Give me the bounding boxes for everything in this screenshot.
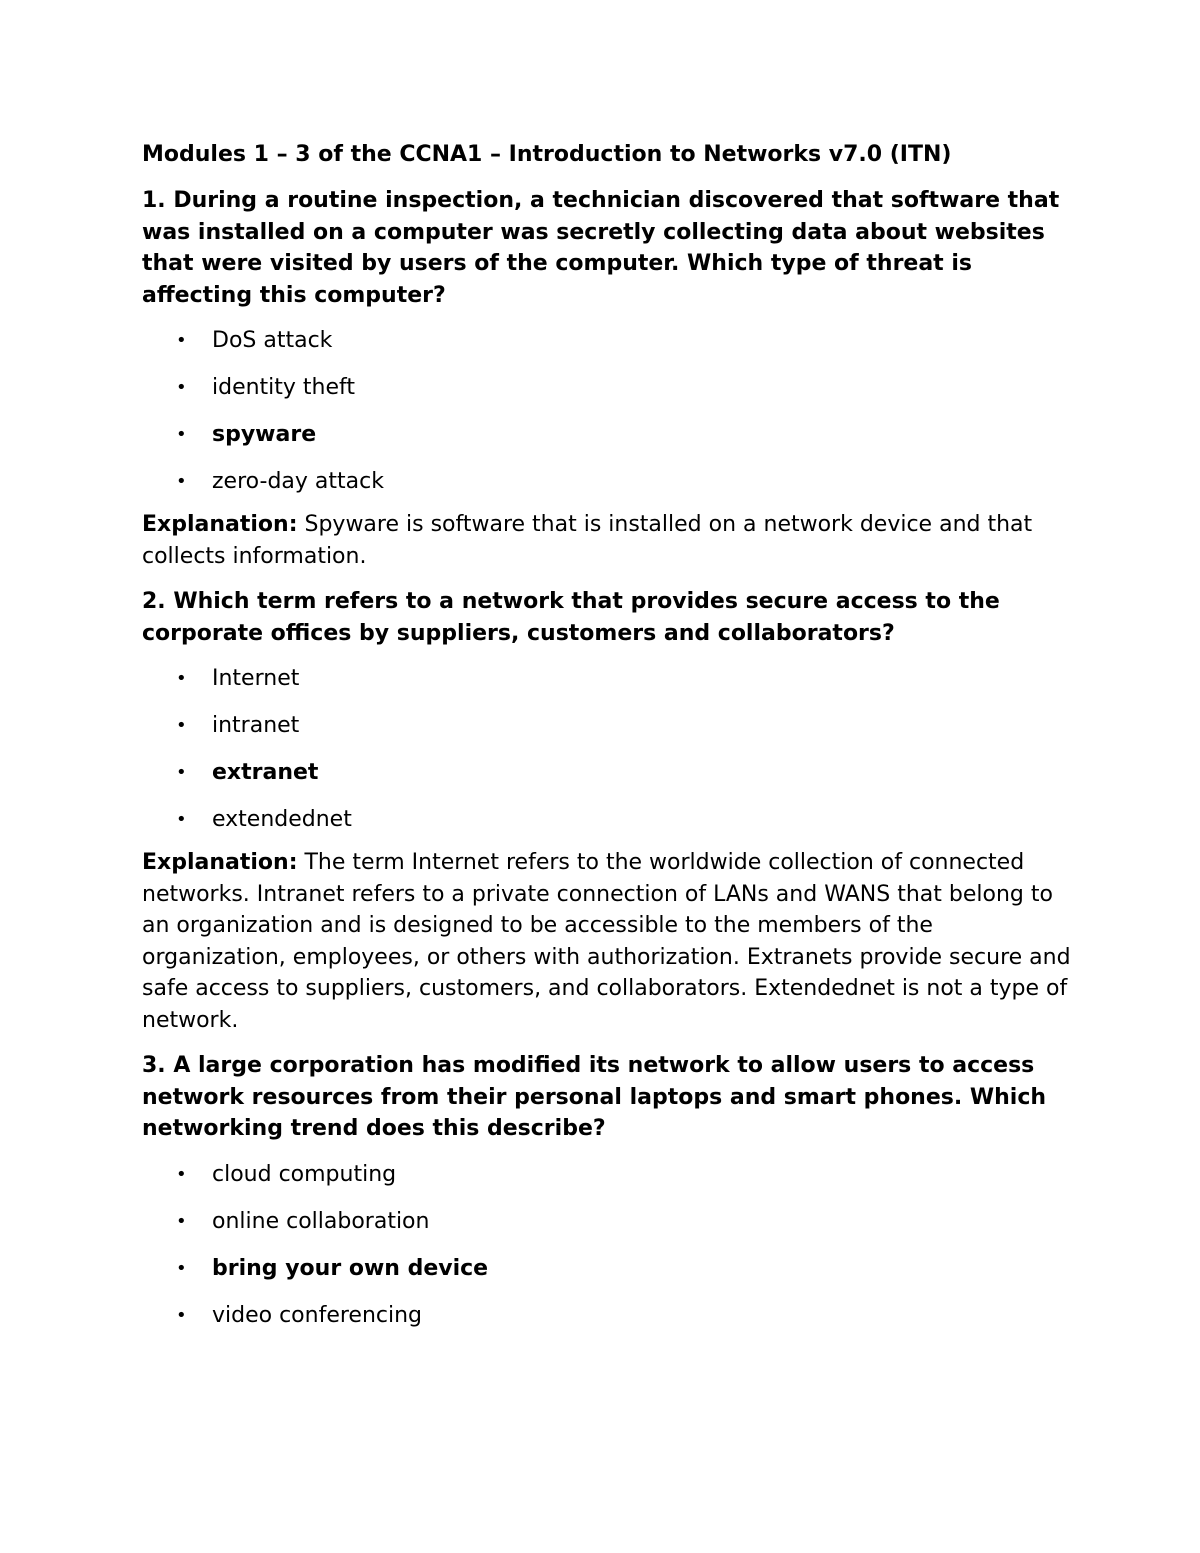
answer-option-correct <box>142 1253 1072 1285</box>
bullet-icon: • <box>176 715 187 736</box>
bullet-icon: • <box>176 762 187 783</box>
answer-option-correct <box>142 757 1072 789</box>
answer-option <box>142 372 1072 404</box>
document-page <box>142 139 1072 1347</box>
bullet-icon: • <box>176 377 187 398</box>
answer-option-text: bring your own device <box>212 1255 489 1281</box>
bullet-icon: • <box>176 1257 187 1279</box>
explanation-text: The term Internet refers to the worldwide collection of connected networks. Intranet refers to a private connection of LANs and WANS that belong to an organization and is designed to be accessible to the members of the organization, employees, or others with authorization. Extranets provide secure and safe access to suppliers, customers, and collaborators. Extendednet is not a type of network. <box>142 850 1071 1033</box>
bullet-icon: • <box>176 471 187 492</box>
bullet-icon: • <box>176 809 187 830</box>
explanation-label: Explanation: <box>142 512 298 537</box>
answer-option <box>142 710 1072 742</box>
explanation-text: Spyware is software that is installed on a network device and that collects information. <box>142 512 1033 569</box>
answer-option-text: online collaboration <box>212 1208 430 1234</box>
explanation-label: Explanation: <box>142 850 298 875</box>
answer-option-correct <box>142 419 1072 451</box>
answer-option <box>142 325 1072 357</box>
answer-option-text: intranet <box>212 713 300 738</box>
answer-option-text: DoS attack <box>212 328 333 353</box>
answer-option <box>142 1206 1072 1238</box>
answer-option-text: extranet <box>212 760 319 785</box>
question-3 <box>142 1050 1072 1332</box>
bullet-icon: • <box>176 424 187 445</box>
answer-option-text: extendednet <box>212 807 352 832</box>
answer-options <box>142 1159 1072 1332</box>
bullet-icon: • <box>176 1304 187 1326</box>
bullet-icon: • <box>176 1163 187 1185</box>
explanation <box>142 847 1072 1036</box>
answer-option-text: zero-day attack <box>212 469 384 494</box>
answer-option-text: video conferencing <box>212 1302 423 1328</box>
answer-option-text: identity theft <box>212 375 356 400</box>
answer-option <box>142 663 1072 695</box>
answer-option <box>142 466 1072 498</box>
answer-option-text: cloud computing <box>212 1161 397 1187</box>
answer-option <box>142 1300 1072 1332</box>
bullet-icon: • <box>176 668 187 689</box>
answer-option <box>142 1159 1072 1191</box>
answer-option-text: spyware <box>212 422 317 447</box>
question-text: 2. Which term refers to a network that provides secure access to the corporate offices by suppliers, customers and collaborators? <box>142 589 1000 646</box>
explanation <box>142 509 1072 572</box>
answer-options <box>142 663 1072 836</box>
question-text: 3. A large corporation has modified its network to allow users to access network resources from their personal laptops and smart phones. Which networking trend does this describe? <box>142 1053 1047 1141</box>
answer-option <box>142 804 1072 836</box>
bullet-icon: • <box>176 1210 187 1232</box>
answer-option-text: Internet <box>212 666 300 691</box>
document-title: Modules 1 – 3 of the CCNA1 – Introduction to Networks v7.0 (ITN) <box>142 142 952 167</box>
answer-options <box>142 325 1072 498</box>
bullet-icon: • <box>176 330 187 351</box>
question-text: 1. During a routine inspection, a technician discovered that software that was installed on a computer was secretly collecting data about websites that were visited by users of the computer. Which type of threat is affecting this computer? <box>142 188 1060 308</box>
question-2 <box>142 586 1072 1036</box>
question-1 <box>142 185 1072 572</box>
